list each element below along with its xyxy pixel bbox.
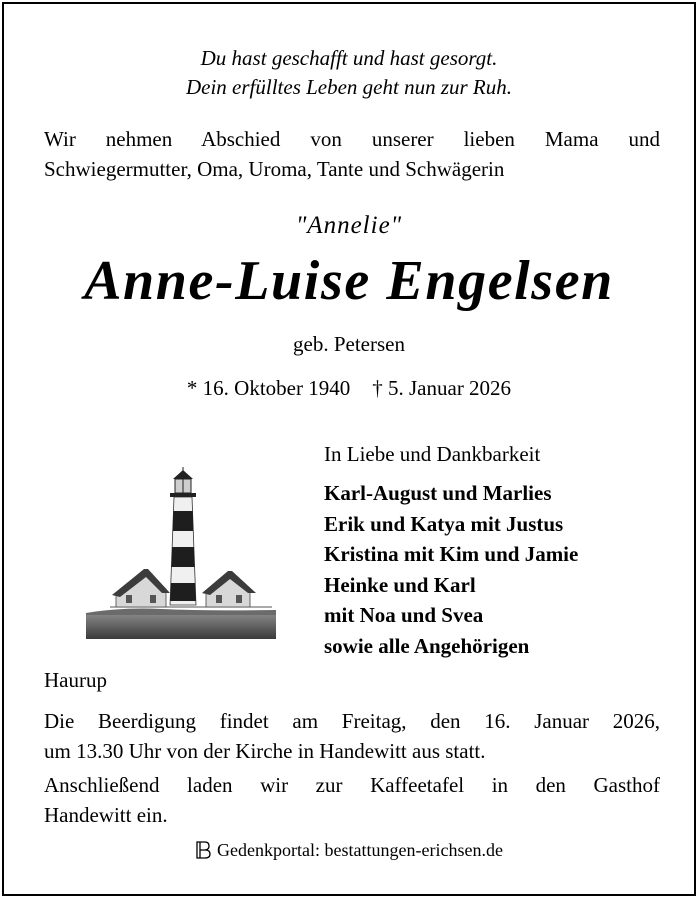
intro-line: Wir nehmen Abschied von unserer lieben Mama und [44, 127, 660, 151]
reception-line: Anschließend laden wir zur Kaffeetafel in den Gasthof [44, 773, 660, 797]
lighthouse-image [82, 467, 278, 641]
list-item: Kristina mit Kim und Jamie [324, 542, 579, 566]
intro-line: Schwiegermutter, Oma, Uroma, Tante und Schwägerin [44, 157, 505, 181]
intro-text [44, 124, 660, 184]
reception-info [44, 770, 660, 830]
verse-line: Dein erfülltes Leben geht nun zur Ruh. [185, 75, 513, 99]
mourners-list [324, 478, 578, 661]
death-date: † 5. Januar 2026 [372, 376, 512, 400]
verse-line: Du hast geschafft und hast gesorgt. [200, 46, 498, 70]
place-name: Haurup [44, 668, 107, 692]
life-dates [4, 376, 694, 401]
logo-b-icon [195, 841, 211, 859]
gratitude-line: In Liebe und Dankbarkeit [324, 442, 541, 466]
memorial-portal [4, 840, 694, 861]
verse [4, 44, 694, 102]
obituary-notice [2, 2, 696, 896]
list-item: Heinke und Karl [324, 572, 476, 597]
reception-line: Handewitt ein. [44, 803, 168, 827]
portal-text: Gedenkportal: bestattungen-erichsen.de [217, 840, 503, 860]
funeral-info [44, 706, 660, 766]
birth-date: * 16. Oktober 1940 [186, 376, 351, 400]
deceased-name: Anne-Luise Engelsen [84, 250, 614, 312]
funeral-line: Die Beerdigung findet am Freitag, den 16. Januar 2026, [44, 709, 660, 733]
birth-name: geb. Petersen [293, 332, 405, 356]
list-item: mit Noa und Svea [324, 603, 484, 627]
nickname: "Annelie" [295, 212, 403, 239]
list-item: sowie alle Angehörigen [324, 633, 530, 658]
funeral-line: um 13.30 Uhr von der Kirche in Handewitt aus statt. [44, 739, 486, 763]
list-item: Erik und Katya mit Justus [324, 511, 564, 536]
list-item: Karl-August und Marlies [324, 481, 552, 505]
